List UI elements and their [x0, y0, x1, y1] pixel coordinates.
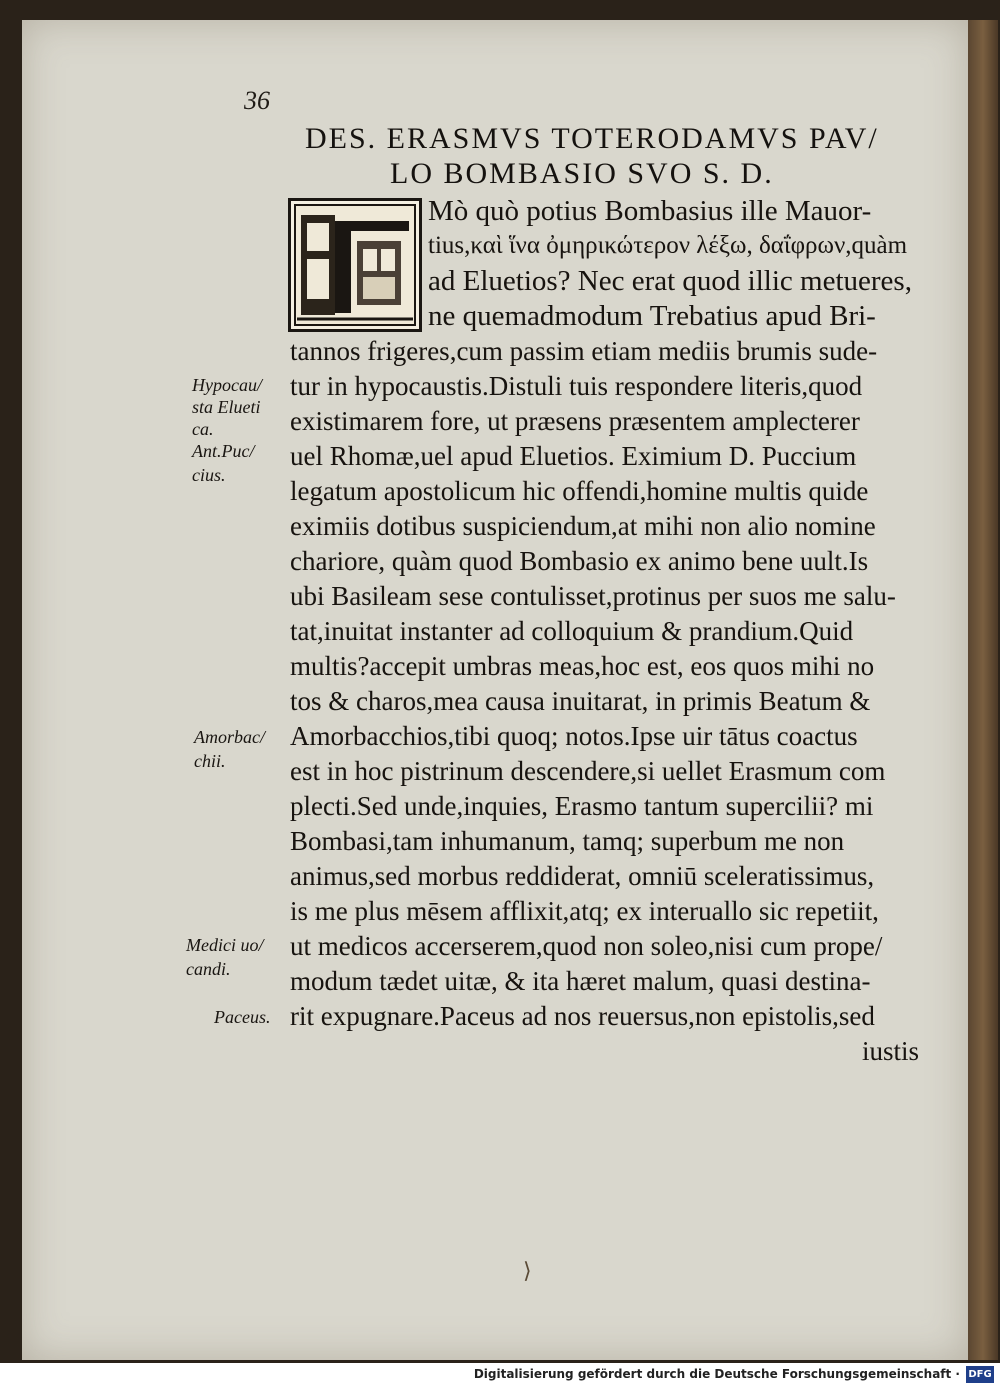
text-line: ne quemadmodum Trebatius apud Bri-	[428, 300, 876, 332]
text-line: existimarem fore, ut præsens præsentem amplecterer	[290, 406, 860, 436]
heading-line-2: LO BOMBASIO SVO S. D.	[390, 157, 774, 190]
text-line: Bombasi,tam inhumanum, tamq; superbum me non	[290, 826, 845, 856]
text-line: eximiis dotibus suspiciendum,at mihi non alio nomine	[290, 511, 876, 541]
dfg-logo-icon: DFG	[966, 1366, 994, 1383]
ink-mark: ⟩	[523, 1258, 532, 1283]
text-line: ad Eluetios? Nec erat quod illic metueres,	[428, 265, 912, 297]
text-line: iustis	[862, 1036, 920, 1066]
text-line: tos & charos,mea causa inuitarat, in primis Beatum &	[290, 686, 871, 716]
margin-note: chii.	[194, 751, 226, 771]
margin-note: candi.	[186, 959, 231, 979]
margin-note: Paceus.	[214, 1007, 271, 1027]
book-spine	[968, 20, 998, 1360]
margin-note: cius.	[192, 465, 226, 485]
text-line: modum tædet uitæ, & ita hæret malum, quasi destina-	[290, 966, 871, 996]
text-line: uel Rhomæ,uel apud Eluetios. Eximium D. Puccium	[290, 441, 857, 471]
margin-note: Ant.Puc/	[192, 441, 255, 461]
margin-note: sta Elueti	[192, 397, 261, 417]
page-number: 36	[244, 86, 270, 115]
text-line: rit expugnare.Paceus ad nos reuersus,non epistolis,sed	[290, 1001, 875, 1031]
margin-note: Medici uo/	[186, 935, 264, 955]
margin-note: Amorbac/	[194, 727, 265, 747]
text-line: chariore, quàm quod Bombasio ex animo bene uult.Is	[290, 546, 869, 576]
footer-bar	[0, 1363, 1000, 1387]
text-line: ut medicos accerserem,quod non soleo,nisi cum prope/	[290, 931, 883, 961]
text-line: is me plus mēsem afflixit,atq; ex interuallo sic repetiit,	[290, 896, 879, 926]
text-line: ubi Basileam sese contulisset,protinus per suos me salu-	[290, 581, 896, 611]
text-line: plecti.Sed unde,inquies, Erasmo tantum supercilii? mi	[290, 791, 874, 821]
text-line: tat,inuitat instanter ad colloquium & prandium.Quid	[290, 616, 854, 646]
decorated-initial	[288, 198, 422, 332]
footer-credit: Digitalisierung gefördert durch die Deutsche Forschungsgemeinschaft ·	[473, 1367, 960, 1381]
text-line: Amorbacchios,tibi quoq; notos.Ipse uir tātus coactus	[290, 721, 858, 751]
text-line: Mò quò potius Bombasius ille Mauor-	[428, 195, 872, 227]
text-line: tannos frigeres,cum passim etiam mediis brumis sude-	[290, 336, 878, 366]
text-line: tur in hypocaustis.Distuli tuis respondere literis,quod	[290, 371, 863, 401]
margin-note: Hypocau/	[192, 375, 262, 395]
text-line: multis?accepit umbras meas,hoc est, eos quos mihi no	[290, 651, 875, 681]
margin-note: ca.	[192, 419, 214, 439]
text-line: est in hoc pistrinum descendere,si uellet Erasmum com	[290, 756, 886, 786]
text-line: animus,sed morbus reddiderat, omniū sceleratissimus,	[290, 861, 875, 891]
text-line: legatum apostolicum hic offendi,homine multis quide	[290, 476, 869, 506]
heading-line-1: DES. ERASMVS TOTERODAMVS PAV/	[305, 122, 879, 155]
text-line: tius,καὶ ἵνα ὀμηρικώτερον λέξω, δαΐφρων,quàm	[428, 232, 908, 259]
